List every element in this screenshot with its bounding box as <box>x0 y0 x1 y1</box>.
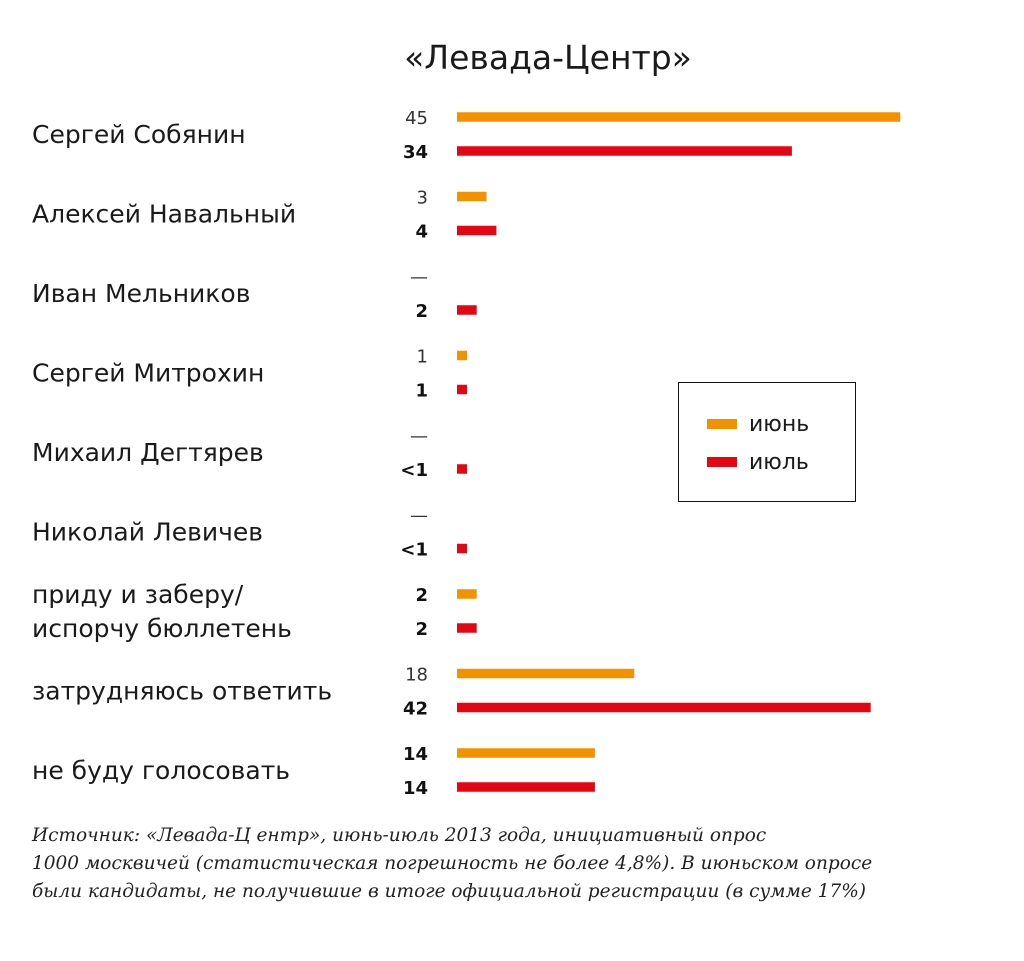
bar-june <box>457 112 900 122</box>
legend-label-july: июль <box>749 449 809 475</box>
category-label: Сергей Митрохин <box>32 358 265 388</box>
bar-july <box>457 226 496 236</box>
category-label: Алексей Навальный <box>32 199 297 229</box>
category-label: Сергей Собянин <box>32 120 246 149</box>
value-label-july: 4 <box>415 221 428 243</box>
category-label: затрудняюсь ответить <box>32 676 333 706</box>
source-line-3: были кандидаты, не получившие в итоге официальной регистрации (в сумме 17%) <box>32 881 867 902</box>
legend <box>678 382 856 502</box>
bar-july <box>457 305 477 315</box>
value-label-july: <1 <box>400 460 428 481</box>
bar-july <box>457 782 595 792</box>
category-label: Михаил Дегтярев <box>32 438 264 467</box>
bar-july <box>457 703 871 713</box>
legend-swatch-july <box>707 457 737 467</box>
legend-item-july <box>707 449 809 475</box>
bar-june <box>457 351 467 361</box>
bar-june <box>457 748 595 758</box>
value-label-july: 14 <box>402 778 428 799</box>
source-note <box>32 822 992 906</box>
category-label: приду и заберу/ <box>32 580 244 609</box>
legend-label-june: июнь <box>749 411 810 437</box>
value-label-june: — <box>410 505 428 527</box>
value-label-june: 18 <box>405 664 428 686</box>
value-label-july: 2 <box>415 301 428 322</box>
bar-june <box>457 589 477 599</box>
source-line-1: Источник: «Левада-Ц ентр», июнь-июль 2013 года, инициативный опрос <box>32 825 767 846</box>
value-label-june: 14 <box>402 744 428 765</box>
source-line-2: 1000 москвичей (статистическая погрешность не более 4,8%). В июньском опросе <box>32 853 873 874</box>
value-label-june: 2 <box>415 585 428 606</box>
category-label: Николай Левичев <box>32 517 263 547</box>
bar-july <box>457 544 467 554</box>
bar-june <box>457 669 634 679</box>
value-label-june: 1 <box>416 346 428 368</box>
value-label-july: 34 <box>402 142 428 163</box>
value-label-july: <1 <box>400 539 428 561</box>
value-label-june: 45 <box>405 108 428 129</box>
value-label-june: — <box>410 426 428 447</box>
value-label-july: 2 <box>415 619 428 640</box>
category-label: испорчу бюллетень <box>32 614 292 643</box>
bar-july <box>457 623 477 633</box>
bar-july <box>457 146 792 156</box>
category-label: Иван Мельников <box>32 279 251 308</box>
value-label-june: — <box>410 267 428 288</box>
value-label-june: 3 <box>416 187 428 209</box>
value-label-july: 42 <box>402 698 428 720</box>
legend-swatch-june <box>707 419 737 429</box>
bar-july <box>457 385 467 395</box>
bar-june <box>457 192 487 202</box>
value-label-july: 1 <box>415 380 428 402</box>
legend-item-june <box>707 411 809 437</box>
chart-title: «Левада-Центр» <box>404 38 692 77</box>
category-label: не буду голосовать <box>32 756 291 785</box>
bar-july <box>457 464 467 474</box>
